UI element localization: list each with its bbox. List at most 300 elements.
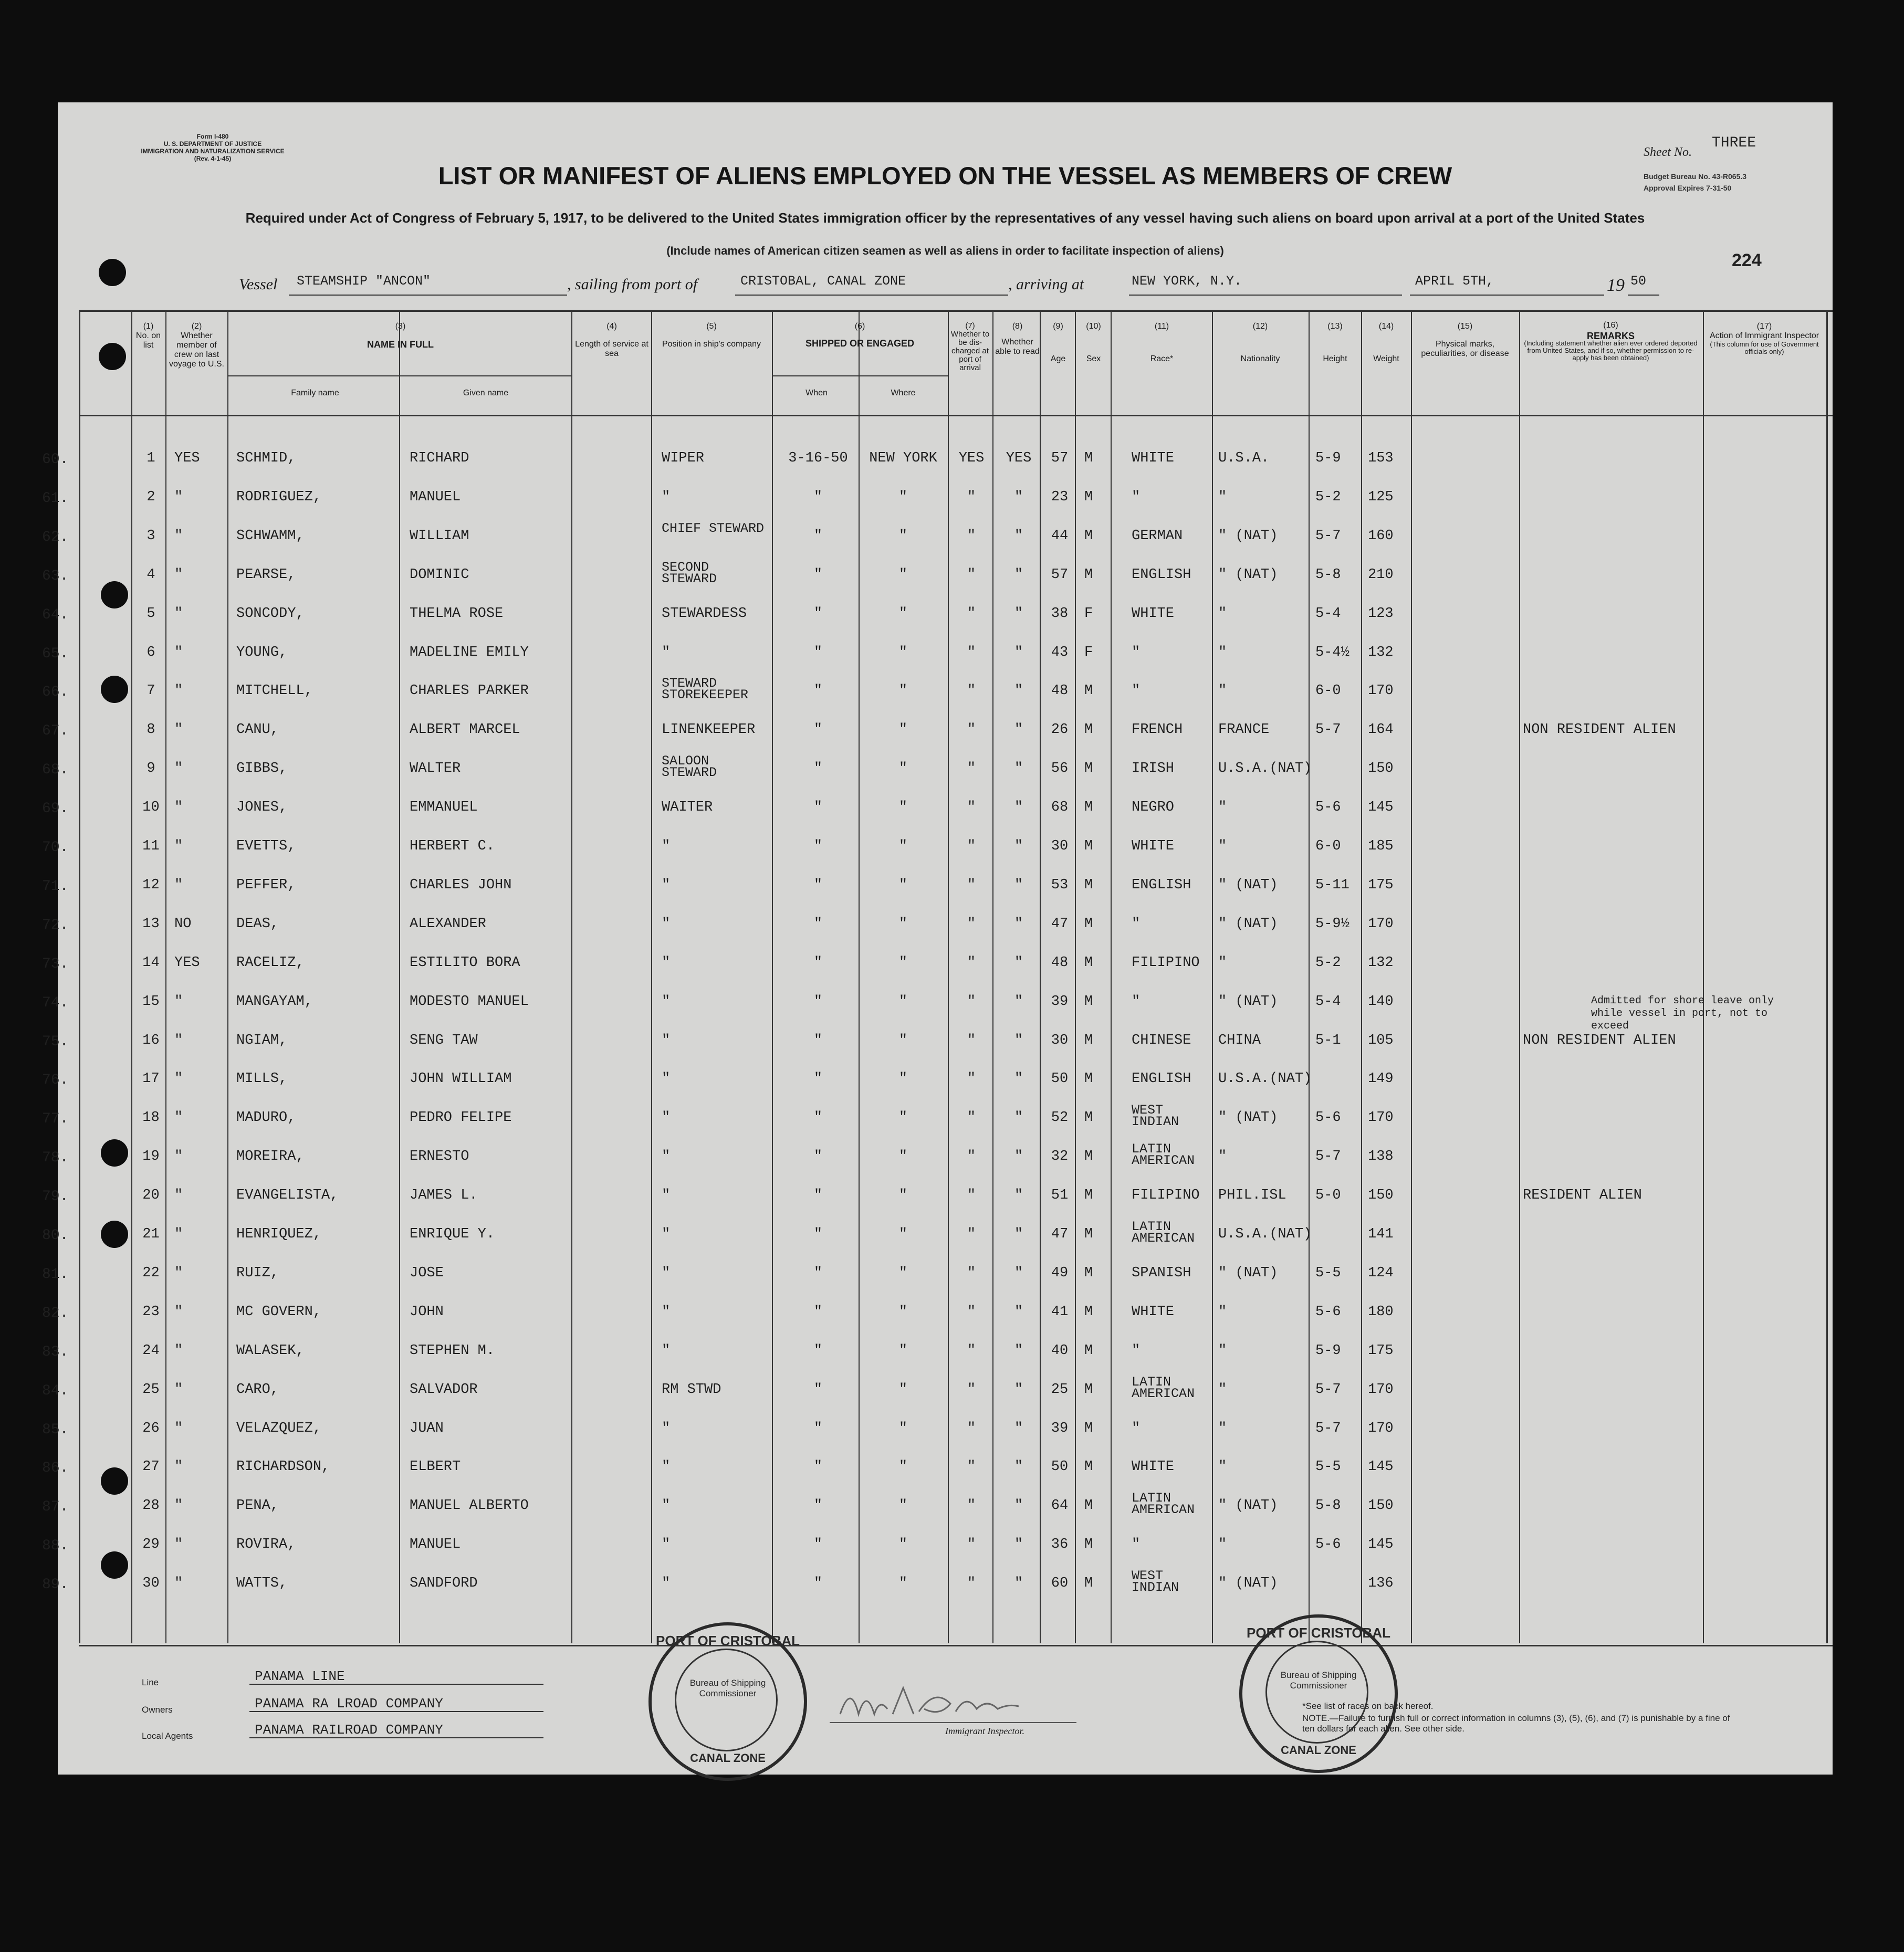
able-to-read: " [1014, 993, 1023, 1010]
arriving-port-value: NEW YORK, N.Y. [1132, 274, 1242, 289]
given-name: ERNESTO [410, 1149, 469, 1165]
previous-voyage: " [174, 761, 183, 777]
sex: M [1084, 1498, 1093, 1514]
weight: 149 [1368, 1071, 1394, 1087]
given-name: JOHN [410, 1304, 444, 1320]
list-number: 14 [142, 954, 160, 971]
position: SALOON STEWARD [662, 753, 717, 781]
include-note: (Include names of American citizen seamen as well as aliens in order to facilitate inspection of aliens) [666, 244, 1224, 257]
vessel-label: Vessel [239, 276, 278, 293]
shipped-where: " [898, 954, 908, 971]
height: 5-6 [1315, 1110, 1341, 1126]
age: 48 [1051, 954, 1069, 971]
family-name: PEFFER, [236, 877, 296, 893]
position: " [662, 1071, 671, 1087]
list-number: 2 [147, 489, 155, 505]
discharged: " [967, 993, 976, 1010]
age: 26 [1051, 722, 1069, 738]
list-number: 30 [142, 1576, 160, 1592]
given-name: ALBERT MARCEL [410, 722, 520, 738]
able-to-read: " [1014, 1265, 1023, 1281]
given-name: THELMA ROSE [410, 605, 504, 622]
race: IRISH [1132, 761, 1175, 777]
race: WHITE [1132, 450, 1175, 466]
able-to-read: " [1014, 1071, 1023, 1087]
line-number: 88. [42, 1538, 69, 1555]
given-name: MODESTO MANUEL [410, 993, 529, 1010]
shipped-where: " [898, 1537, 908, 1553]
column-rule [651, 310, 652, 1643]
list-number: 25 [142, 1381, 160, 1398]
weight: 170 [1368, 916, 1394, 932]
nationality: " (NAT) [1218, 566, 1278, 583]
sex: F [1084, 605, 1093, 622]
discharged: " [967, 1188, 976, 1204]
nationality: " (NAT) [1218, 916, 1278, 932]
weight: 140 [1368, 993, 1394, 1010]
height: 5-7 [1315, 722, 1341, 738]
form-department: U. S. DEPARTMENT OF JUSTICE [163, 140, 262, 148]
shipped-where: " [898, 1188, 908, 1204]
header-col11: (11) Race* [1150, 322, 1174, 363]
age: 50 [1051, 1459, 1069, 1475]
shipped-when: " [813, 877, 823, 893]
weight: 170 [1368, 1110, 1394, 1126]
able-to-read: " [1014, 644, 1023, 660]
sailing-label: , sailing from port of [567, 276, 698, 293]
discharged: " [967, 916, 976, 932]
age: 40 [1051, 1342, 1069, 1359]
able-to-read: " [1014, 566, 1023, 583]
year-prefix: 19 [1607, 276, 1625, 295]
shipped-where: " [898, 761, 908, 777]
weight: 141 [1368, 1226, 1394, 1242]
nationality: " [1218, 1342, 1227, 1359]
weight: 185 [1368, 838, 1394, 854]
family-name: RICHARDSON, [236, 1459, 330, 1475]
shipped-where: " [898, 489, 908, 505]
sex: M [1084, 1381, 1093, 1398]
given-name: STEPHEN M. [410, 1342, 495, 1359]
previous-voyage: " [174, 1032, 183, 1048]
column-rule [1309, 310, 1310, 1643]
sex: M [1084, 916, 1093, 932]
line-value: PANAMA LINE [255, 1668, 345, 1684]
race: WEST INDIAN [1132, 1103, 1179, 1130]
able-to-read: " [1014, 722, 1023, 738]
shipped-when: " [813, 800, 823, 816]
weight: 164 [1368, 722, 1394, 738]
previous-voyage: " [174, 566, 183, 583]
age: 49 [1051, 1265, 1069, 1281]
form-revision: (Rev. 4-1-45) [194, 155, 232, 162]
form-number: Form I-480 [196, 133, 229, 140]
line-number: 72. [42, 917, 69, 933]
able-to-read: " [1014, 1342, 1023, 1359]
discharged: " [967, 1304, 976, 1320]
shipped-when: " [813, 916, 823, 932]
race: WEST INDIAN [1132, 1568, 1179, 1596]
discharged: " [967, 1149, 976, 1165]
nationality: " (NAT) [1218, 528, 1278, 544]
header-col4: (4) Length of service at sea [575, 322, 648, 358]
previous-voyage: " [174, 1381, 183, 1398]
line-number: 74. [42, 994, 69, 1011]
list-number: 21 [142, 1226, 160, 1242]
shipped-where: " [898, 1226, 908, 1242]
height: 5-11 [1315, 877, 1349, 893]
previous-voyage: " [174, 1304, 183, 1320]
sex: M [1084, 877, 1093, 893]
header-col10: (10) Sex [1086, 322, 1101, 363]
nationality: " (NAT) [1218, 877, 1278, 893]
able-to-read: " [1014, 838, 1023, 854]
age: 47 [1051, 916, 1069, 932]
given-name: JAMES L. [410, 1188, 478, 1204]
column-rule [227, 310, 228, 1643]
shipped-when: " [813, 722, 823, 738]
position: " [662, 1110, 671, 1126]
able-to-read: " [1014, 877, 1023, 893]
nationality: " [1218, 1459, 1227, 1475]
header-col17: (17) Action of Immigrant Inspector (This column for use of Government officials only) [1709, 322, 1819, 355]
family-name: PEARSE, [236, 566, 296, 583]
punch-hole [101, 676, 128, 703]
previous-voyage: " [174, 722, 183, 738]
age: 57 [1051, 450, 1069, 466]
height: 5-4½ [1315, 644, 1349, 660]
able-to-read: " [1014, 1188, 1023, 1204]
column-rule [859, 310, 860, 1643]
previous-voyage: " [174, 605, 183, 622]
shipped-where: " [898, 1342, 908, 1359]
shipped-when: " [813, 1459, 823, 1475]
age: 52 [1051, 1110, 1069, 1126]
able-to-read: " [1014, 683, 1023, 699]
race: NEGRO [1132, 800, 1175, 816]
position: " [662, 993, 671, 1010]
line-number: 63. [42, 568, 69, 584]
position: " [662, 1226, 671, 1242]
punch-hole [99, 343, 126, 370]
header-col5: (5) Position in ship's company [662, 322, 761, 349]
sheet-number-label: Sheet No. [1644, 145, 1692, 159]
header-given-name: Given name [463, 389, 509, 397]
sex: M [1084, 1459, 1093, 1475]
family-name: CANU, [236, 722, 279, 738]
shipped-where: " [898, 800, 908, 816]
previous-voyage: " [174, 489, 183, 505]
nationality: " (NAT) [1218, 993, 1278, 1010]
punch-hole [101, 1221, 128, 1248]
shipped-where: " [898, 877, 908, 893]
race: " [1132, 1420, 1141, 1436]
arriving-label: , arriving at [1008, 276, 1084, 293]
race: " [1132, 1342, 1141, 1359]
nationality: " [1218, 1420, 1227, 1436]
column-rule [399, 310, 400, 1643]
list-number: 24 [142, 1342, 160, 1359]
given-name: CHARLES JOHN [410, 877, 512, 893]
discharged: " [967, 761, 976, 777]
nationality: " [1218, 683, 1227, 699]
family-name: MOREIRA, [236, 1149, 305, 1165]
able-to-read: " [1014, 1537, 1023, 1553]
weight: 175 [1368, 877, 1394, 893]
position: " [662, 1188, 671, 1204]
nationality: " [1218, 1304, 1227, 1320]
punch-hole [101, 581, 128, 608]
previous-voyage: " [174, 1459, 183, 1475]
line-number: 87. [42, 1499, 69, 1516]
family-name: MADURO, [236, 1110, 296, 1126]
nationality: " [1218, 489, 1227, 505]
nationality: CHINA [1218, 1032, 1261, 1048]
race: " [1132, 1537, 1141, 1553]
weight: 145 [1368, 1459, 1394, 1475]
nationality: " (NAT) [1218, 1265, 1278, 1281]
shipped-when: " [813, 528, 823, 544]
nationality: " [1218, 800, 1227, 816]
family-name: GIBBS, [236, 761, 288, 777]
position: " [662, 1265, 671, 1281]
age: 36 [1051, 1537, 1069, 1553]
discharged: " [967, 1265, 976, 1281]
previous-voyage: " [174, 1071, 183, 1087]
discharged: " [967, 644, 976, 660]
position: RM STWD [662, 1381, 721, 1398]
column-rule [1212, 310, 1213, 1643]
given-name: MADELINE EMILY [410, 644, 529, 660]
given-name: RICHARD [410, 450, 469, 466]
race: FRENCH [1132, 722, 1183, 738]
family-name: SCHWAMM, [236, 528, 305, 544]
shipped-when: " [813, 605, 823, 622]
age: 50 [1051, 1071, 1069, 1087]
nationality: " [1218, 1537, 1227, 1553]
local-agents-value: PANAMA RAILROAD COMPANY [255, 1722, 443, 1738]
age: 30 [1051, 838, 1069, 854]
column-rule [1826, 310, 1828, 1643]
previous-voyage: " [174, 644, 183, 660]
approval-expires: Approval Expires 7-31-50 [1644, 184, 1732, 192]
height: 6-0 [1315, 683, 1341, 699]
previous-voyage: " [174, 1420, 183, 1436]
position: " [662, 1149, 671, 1165]
family-name: EVETTS, [236, 838, 296, 854]
discharged: " [967, 1537, 976, 1553]
line-number: 69. [42, 801, 69, 817]
header-col8: (8) Whether able to read [995, 322, 1040, 356]
given-name: WILLIAM [410, 528, 469, 544]
shipped-when: " [813, 1110, 823, 1126]
height: 5-4 [1315, 605, 1341, 622]
shipped-when: " [813, 644, 823, 660]
vessel-value: STEAMSHIP "ANCON" [297, 274, 431, 289]
discharged: " [967, 528, 976, 544]
shipped-where: " [898, 1032, 908, 1048]
line-number: 83. [42, 1344, 69, 1360]
sex: M [1084, 450, 1093, 466]
shipped-when: " [813, 1420, 823, 1436]
given-name: ENRIQUE Y. [410, 1226, 495, 1242]
able-to-read: " [1014, 1459, 1023, 1475]
nationality: U.S.A.(NAT) [1218, 1226, 1312, 1242]
header-col12: (12) Nationality [1240, 322, 1280, 363]
height: 5-6 [1315, 1537, 1341, 1553]
shipped-when: " [813, 683, 823, 699]
height: 5-5 [1315, 1265, 1341, 1281]
list-number: 10 [142, 800, 160, 816]
line-number: 79. [42, 1189, 69, 1205]
previous-voyage: " [174, 1149, 183, 1165]
line-number: 85. [42, 1421, 69, 1438]
sex: M [1084, 1265, 1093, 1281]
discharged: YES [958, 450, 985, 466]
sex: M [1084, 1537, 1093, 1553]
previous-voyage: " [174, 800, 183, 816]
budget-bureau: Budget Bureau No. 43-R065.3 [1644, 172, 1747, 181]
sex: M [1084, 489, 1093, 505]
list-number: 12 [142, 877, 160, 893]
previous-voyage: YES [174, 450, 200, 466]
sex: M [1084, 800, 1093, 816]
race: GERMAN [1132, 528, 1183, 544]
shipped-where: " [898, 1381, 908, 1398]
header-family-name: Family name [291, 389, 339, 397]
position: " [662, 1498, 671, 1514]
age: 39 [1051, 1420, 1069, 1436]
previous-voyage: " [174, 1226, 183, 1242]
page-title: LIST OR MANIFEST OF ALIENS EMPLOYED ON THE VESSEL AS MEMBERS OF CREW [438, 162, 1452, 190]
shipped-when: " [813, 1265, 823, 1281]
family-name: CARO, [236, 1381, 279, 1398]
shipped-where: " [898, 993, 908, 1010]
sex: F [1084, 644, 1093, 660]
family-name: RODRIGUEZ, [236, 489, 322, 505]
shipped-when: " [813, 1032, 823, 1048]
column-rule [1075, 310, 1076, 1643]
race: " [1132, 489, 1141, 505]
shipped-when: " [813, 1149, 823, 1165]
given-name: SENG TAW [410, 1032, 478, 1048]
list-number: 27 [142, 1459, 160, 1475]
nationality: " (NAT) [1218, 1576, 1278, 1592]
previous-voyage: NO [174, 916, 192, 932]
age: 53 [1051, 877, 1069, 893]
column-rule [1111, 310, 1112, 1643]
line-number: 68. [42, 762, 69, 779]
column-rule [992, 310, 993, 1643]
shipped-when: " [813, 761, 823, 777]
header-col7: (7) Whether to be dis-charged at port of arrival [950, 321, 990, 372]
given-name: ALEXANDER [410, 916, 486, 932]
shipped-when: 3-16-50 [788, 450, 848, 466]
list-number: 22 [142, 1265, 160, 1281]
line-number: 66. [42, 684, 69, 701]
column-rule [948, 310, 949, 1643]
line-number: 80. [42, 1227, 69, 1244]
punch-hole [101, 1551, 128, 1579]
family-name: SONCODY, [236, 605, 305, 622]
shipped-when: " [813, 566, 823, 583]
column-rule [1411, 310, 1412, 1643]
previous-voyage: " [174, 1498, 183, 1514]
race: LATIN AMERICAN [1132, 1491, 1195, 1518]
header-col9: (9) Age [1050, 322, 1066, 363]
sex: M [1084, 1110, 1093, 1126]
discharged: " [967, 1342, 976, 1359]
sex: M [1084, 566, 1093, 583]
height: 5-7 [1315, 528, 1341, 544]
list-number: 28 [142, 1498, 160, 1514]
family-name: MILLS, [236, 1071, 288, 1087]
shipped-when: " [813, 1576, 823, 1592]
shipped-when: " [813, 993, 823, 1010]
previous-voyage: " [174, 1188, 183, 1204]
shipped-when: " [813, 1537, 823, 1553]
column-rule [1040, 310, 1041, 1643]
able-to-read: " [1014, 1498, 1023, 1514]
able-to-read: " [1014, 1304, 1023, 1320]
discharged: " [967, 605, 976, 622]
shipped-where: " [898, 605, 908, 622]
manifest-sheet [42, 102, 1833, 1775]
line-number: 65. [42, 645, 69, 662]
line-number: 73. [42, 956, 69, 972]
family-name: MITCHELL, [236, 683, 313, 699]
race: WHITE [1132, 1459, 1175, 1475]
previous-voyage: " [174, 1576, 183, 1592]
height: 5-2 [1315, 954, 1341, 971]
able-to-read: " [1014, 800, 1023, 816]
header-col1: (1) No. on list [135, 322, 161, 350]
shipped-where: NEW YORK [869, 450, 937, 466]
shipped-when: " [813, 1226, 823, 1242]
age: 64 [1051, 1498, 1069, 1514]
discharged: " [967, 838, 976, 854]
position: " [662, 1304, 671, 1320]
nationality: " (NAT) [1218, 1498, 1278, 1514]
position: " [662, 489, 671, 505]
able-to-read: " [1014, 1110, 1023, 1126]
discharged: " [967, 877, 976, 893]
position: " [662, 1537, 671, 1553]
weight: 150 [1368, 1498, 1394, 1514]
line-number: 76. [42, 1072, 69, 1089]
race: ENGLISH [1132, 1071, 1191, 1087]
given-name: DOMINIC [410, 566, 469, 583]
height: 5-7 [1315, 1381, 1341, 1398]
given-name: CHARLES PARKER [410, 683, 529, 699]
shipped-where: " [898, 1498, 908, 1514]
nationality: U.S.A.(NAT) [1218, 1071, 1312, 1087]
position: SECOND STEWARD [662, 559, 717, 586]
shore-leave-annotation: Admitted for shore leave only while vessel in port, not to exceed [1591, 995, 1774, 1032]
list-number: 5 [147, 605, 155, 622]
family-name: WATTS, [236, 1576, 288, 1592]
weight: 170 [1368, 683, 1394, 699]
list-number: 4 [147, 566, 155, 583]
height: 5-5 [1315, 1459, 1341, 1475]
able-to-read: " [1014, 1576, 1023, 1592]
weight: 150 [1368, 761, 1394, 777]
sex: M [1084, 954, 1093, 971]
sex: M [1084, 838, 1093, 854]
discharged: " [967, 1381, 976, 1398]
list-number: 23 [142, 1304, 160, 1320]
able-to-read: " [1014, 605, 1023, 622]
